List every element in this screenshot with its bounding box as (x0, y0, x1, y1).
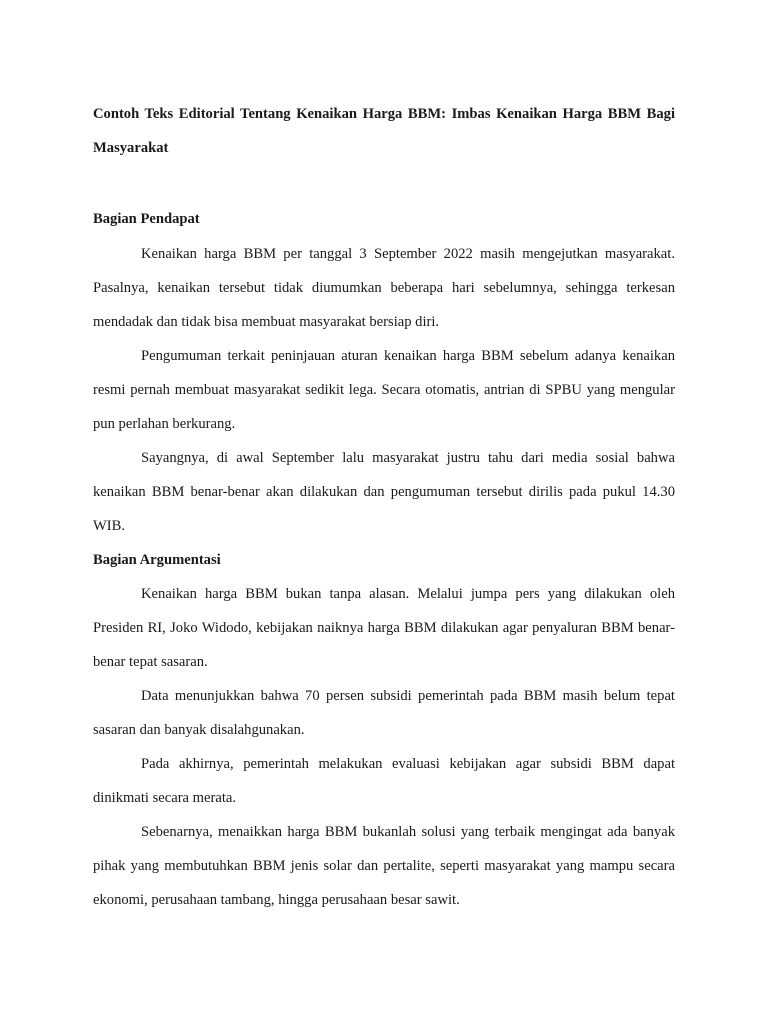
paragraph: Sayangnya, di awal September lalu masyarakat justru tahu dari media sosial bahwa kenaikan BBM benar-benar akan dilakukan dan pengumuman tersebut dirilis pada pukul 14.30 WIB. (93, 450, 675, 534)
paragraph: Pada akhirnya, pemerintah melakukan evaluasi kebijakan agar subsidi BBM dapat dinikmati secara merata. (93, 756, 675, 806)
paragraph: Kenaikan harga BBM per tanggal 3 September 2022 masih mengejutkan masyarakat. Pasalnya, kenaikan tersebut tidak diumumkan beberapa hari sebelumnya, sehingga terkesan mendadak dan tidak bisa membuat masyarakat bersiap diri. (93, 246, 675, 330)
paragraph: Kenaikan harga BBM bukan tanpa alasan. Melalui jumpa pers yang dilakukan oleh Presiden RI, Joko Widodo, kebijakan naiknya harga BBM dilakukan agar penyaluran BBM benar-benar tepat sasaran. (93, 586, 675, 670)
paragraph: Pengumuman terkait peninjauan aturan kenaikan harga BBM sebelum adanya kenaikan resmi pernah membuat masyarakat sedikit lega. Secara otomatis, antrian di SPBU yang mengular pun perlahan berkurang. (93, 348, 675, 432)
paragraph: Sebenarnya, menaikkan harga BBM bukanlah solusi yang terbaik mengingat ada banyak pihak yang membutuhkan BBM jenis solar dan pertalite, seperti masyarakat yang mampu secara ekonomi, perusahaan tambang, hingga perusahaan besar sawit. (93, 824, 675, 908)
section-heading-pendapat: Bagian Pendapat (93, 211, 200, 227)
section-heading-argumentasi: Bagian Argumentasi (93, 552, 221, 568)
paragraph: Data menunjukkan bahwa 70 persen subsidi pemerintah pada BBM masih belum tepat sasaran dan banyak disalahgunakan. (93, 688, 675, 738)
document-title: Contoh Teks Editorial Tentang Kenaikan Harga BBM: Imbas Kenaikan Harga BBM Bagi Masyarakat (93, 106, 675, 156)
